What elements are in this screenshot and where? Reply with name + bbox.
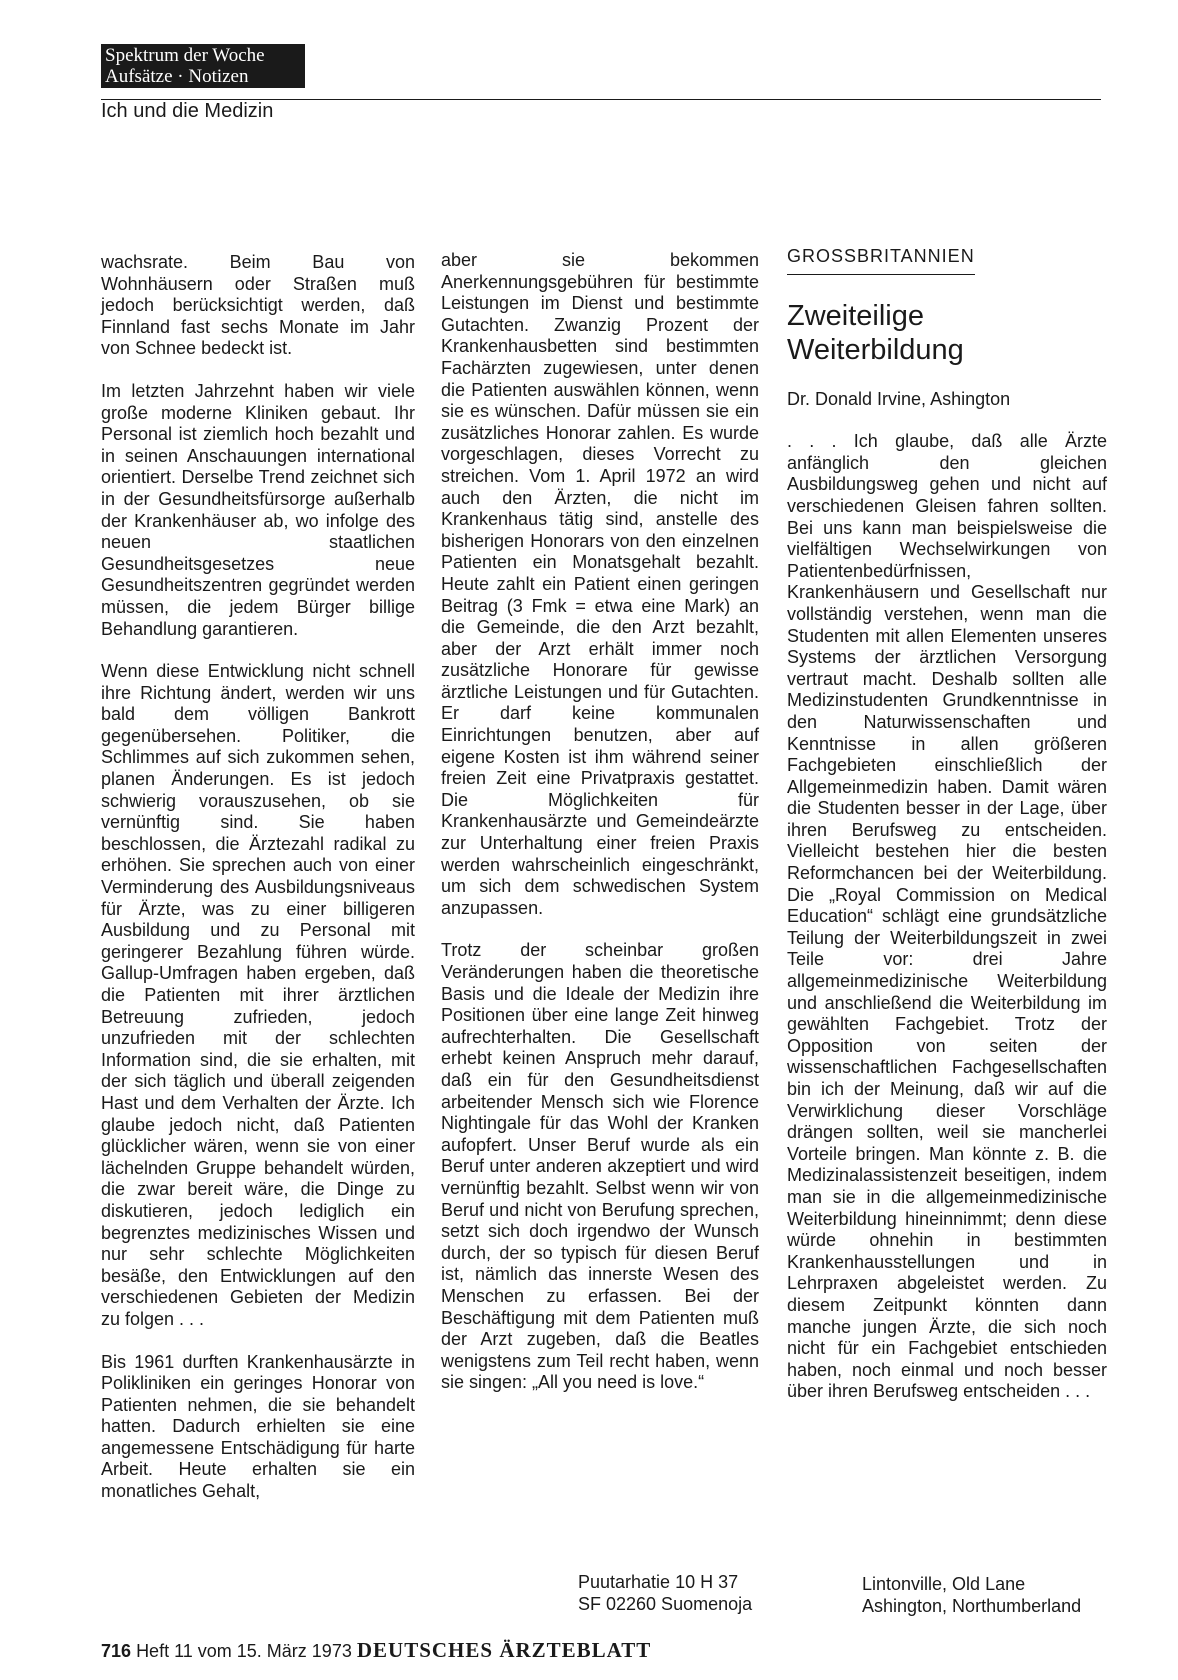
author-address-britain: [862, 1574, 1081, 1617]
byline: Dr. Donald Irvine, Ashington: [787, 388, 1011, 409]
page-footer: [101, 1638, 651, 1663]
headline-line: Weiterbildung: [787, 333, 964, 366]
headline-line: Zweiteilige: [787, 299, 924, 332]
issue-info: Heft 11 vom 15. März 1973: [136, 1641, 352, 1661]
address-line: SF 02260 Suomenoja: [578, 1593, 753, 1614]
paragraph: wachsrate. Beim Bau von Wohnhäusern oder Straßen muß jedoch berücksichtigt werden, daß Finnland fast sechs Monate im Jahr von Schnee bedeckt ist.: [101, 252, 415, 359]
paragraph: aber sie bekommen Anerkennungsgebühren für bestimmte Leistungen im Dienst und bestimmte Gutachten. Zwanzig Prozent der Krankenhausbetten sind bestimmten Fachärzten zugewiesen, unter denen die Patienten auswählen können, wenn sie es wünschen. Dafür müssen sie ein zusätzliches Honorar zahlen. Es wurde vorgeschlagen, dieses Vorrecht zu streichen. Vom 1. April 1972 an wird auch den Ärzten, die nicht im Krankenhaus tätig sind, anstelle des bisherigen Honorars von den einzelnen Patienten ein Monatsgehalt bezahlt. Heute zahlt ein Patient einen geringen Beitrag (3 Fmk = etwa eine Mark) an die Gemeinde, die den Arzt bezahlt, aber der Arzt erhält immer noch zusätzliche Honorare für gewisse ärztliche Leistungen und für Gutachten. Er darf keine kommunalen Einrichtungen benutzen, aber auf eigene Kosten ist ihm während seiner freien Zeit eine Privatpraxis gestattet. Die Möglichkeiten für Krankenhausärzte und Gemeindeärzte zur Unterhaltung einer freien Praxis werden wahrscheinlich eingeschränkt, um sich dem schwedischen System anzupassen.: [441, 250, 759, 918]
section-header-box: [101, 44, 305, 88]
address-line: Puutarhatie 10 H 37: [578, 1572, 739, 1592]
country-kicker: GROSSBRITANNIEN: [787, 246, 975, 275]
article-column-3: [787, 246, 1107, 1403]
author-address-finland: [578, 1572, 752, 1615]
article-column-1: [101, 252, 415, 1503]
page-number: 716: [101, 1641, 132, 1661]
address-line: Lintonville, Old Lane: [862, 1574, 1026, 1594]
paragraph: Bis 1961 durften Krankenhausärzte in Polikliniken ein geringes Honorar von Patienten nehmen, die sie behandelt hatten. Dadurch erhielten sie eine angemessene Entschädigung für harte Arbeit. Heute erhalten sie ein monatliches Gehalt,: [101, 1351, 415, 1502]
paragraph: . . . Ich glaube, daß alle Ärzte anfänglich den gleichen Ausbildungsweg gehen und nicht auf verschiedenen Gleisen fahren sollten. Bei uns kann man beispielsweise die vielfältigen Wechselwirkungen von Patientenbedürfnissen, Krankenhäusern und Gesellschaft nur vollständig verstehen, wenn man die Studenten mit allen Elementen unseres Systems der ärztlichen Versorgung vertraut macht. Deshalb sollten alle Medizinstudenten Grundkenntnisse in den Naturwissenschaften und Kenntnisse in allen größeren Fachgebieten einschließlich der Allgemeinmedizin haben. Damit wären die Studenten besser in der Lage, über ihren Berufsweg zu entscheiden. Vielleicht bestehen hier die besten Reformchancen bei der Weiterbildung. Die „Royal Commission on Medical Education“ schlägt eine grundsätzliche Teilung der Weiterbildungszeit in zwei Teile vor: drei Jahre allgemeinmedizinische Weiterbildung und anschließend die Weiterbildung im gewählten Fachgebiet. Trotz der Opposition von seiten der wissenschaftlichen Fachgesellschaften bin ich der Meinung, daß wir auf die Verwirklichung dieser Vorschläge drängen sollten, weil sie mancherlei Vorteile bringen. Man könnte z. B. die Medizinalassistenzeit beseitigen, indem man sie in die allgemeinmedizinische Weiterbildung hineinnimmt; denn diese würde ohnehin in bestimmten Krankenhausstellungen und in Lehrpraxen abgeleistet werden. Zu diesem Zeitpunkt könnten dann manche jungen Ärzte, die sich noch nicht für ein Fachgebiet entschieden haben, noch einmal und noch besser über ihren Berufsweg entscheiden . . .: [787, 431, 1107, 1402]
article-headline: [787, 299, 1107, 367]
article-column-2: [441, 250, 759, 1394]
header-line-1: Spektrum der Woche: [105, 45, 265, 66]
paragraph: Im letzten Jahrzehnt haben wir viele große moderne Kliniken gebaut. Ihr Personal ist ziemlich hoch bezahlt und in seinen Anschauungen international orientiert. Derselbe Trend zeichnet sich in der Gesundheitsfürsorge außerhalb der Krankenhäuser ab, wo infolge des neuen staatlichen Gesundheitsgesetzes neue Gesundheitszentren gegründet werden müssen, die jedem Bürger billige Behandlung garantieren.: [101, 380, 415, 639]
header-line-2: Aufsätze · Notizen: [105, 66, 249, 87]
journal-name: DEUTSCHES ÄRZTEBLATT: [356, 1638, 652, 1662]
paragraph: Trotz der scheinbar großen Veränderungen haben die theoretische Basis und die Ideale der Medizin ihre Positionen über eine lange Zeit hinweg aufrechterhalten. Die Gesellschaft erhebt keinen Anspruch mehr darauf, daß ein für den Gesundheitsdienst arbeitender Mensch sich wie Florence Nightingale für das Wohl der Kranken aufopfert. Unser Beruf wurde als ein Beruf unter anderen akzeptiert und wird vernünftig bezahlt. Selbst wenn wir von Beruf und nicht von Berufung sprechen, setzt sich doch irgendwo der Wunsch durch, der so typisch für diesen Beruf ist, nämlich das innerste Wesen des Menschen zu erfassen. Bei der Beschäftigung mit dem Patienten muß der Arzt zugeben, daß die Beatles wenigstens zum Teil recht haben, wenn sie singen: „All you need is love.“: [441, 940, 759, 1393]
paragraph: Wenn diese Entwicklung nicht schnell ihre Richtung ändert, werden wir uns bald dem völligen Bankrott gegenübersehen. Politiker, die Schlimmes auf sich zukommen sehen, planen Änderungen. Es ist jedoch schwierig vorauszusehen, ob sie vernünftig sind. Sie haben beschlossen, die Ärztezahl radikal zu erhöhen. Sie sprechen auch von einer Verminderung des Ausbildungsniveaus für Ärzte, was zu einer billigeren Ausbildung und zu Personal mit geringerer Bezahlung führen würde. Gallup-Umfragen haben ergeben, daß die Patienten mit ihrer ärztlichen Betreuung zufrieden, jedoch unzufrieden mit der schlechten Information sind, die sie erhalten, mit der sich täglich und überall zeigenden Hast und dem Verhalten der Ärzte. Ich glaube jedoch nicht, daß Patienten glücklicher wären, wenn sie von einer lächelnden Gruppe behandelt würden, die zwar bereit wäre, die Dinge zu diskutieren, jedoch lediglich ein begrenztes medizinisches Wissen und nur sehr schlechte Möglichkeiten besäße, den Entwicklungen auf den verschiedenen Gebieten der Medizin zu folgen . . .: [101, 661, 415, 1329]
section-title: Ich und die Medizin: [101, 100, 274, 122]
address-line: Ashington, Northumberland: [862, 1595, 1082, 1616]
